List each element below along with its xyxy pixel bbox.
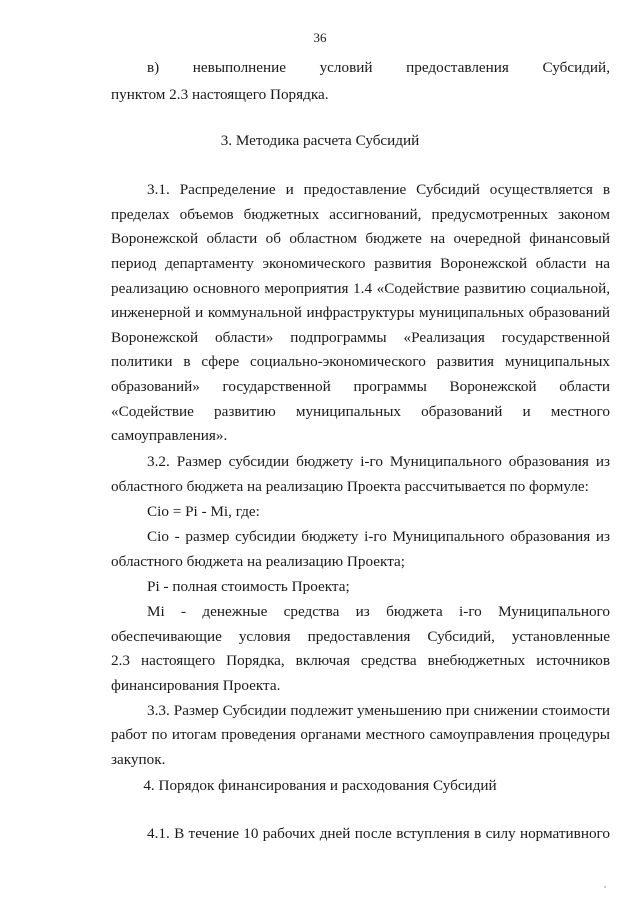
para-3-3-line-2: работ по итогам проведения органами местного самоуправления процедуры <box>111 726 610 743</box>
formula: Ciо = Pi - Mi, где: <box>147 503 260 520</box>
page-number: 36 <box>313 30 327 45</box>
para-4-1-line-1: 4.1. В течение 10 рабочих дней после вступления в силу нормативного <box>147 825 610 842</box>
para-3-1-line-10: «Содействие развитию муниципальных образований и местного <box>111 403 610 420</box>
section-4-heading: 4. Порядок финансирования и расходования Субсидий <box>143 777 497 794</box>
item-v-line-1: в) невыполнение условий предоставления Субсидий, <box>147 59 610 76</box>
para-3-1-line-5: реализацию основного мероприятия 1.4 «Содействие развитию социальной, <box>111 280 610 297</box>
para-3-3-line-3: закупок. <box>111 751 166 768</box>
def-mi-line-1: Mi - денежные средства из бюджета i-го Муниципального <box>147 603 610 620</box>
para-3-1-line-6: инженерной и коммунальной инфраструктуры муниципальных образований <box>111 304 610 321</box>
para-3-2-line-2: областного бюджета на реализацию Проекта рассчитывается по формуле: <box>111 478 589 495</box>
def-mi-line-4: финансирования Проекта. <box>111 677 281 694</box>
para-3-1-line-2: пределах объемов бюджетных ассигнований, предусмотренных законом <box>111 206 610 223</box>
item-v-line-2: пунктом 2.3 настоящего Порядка. <box>111 86 329 103</box>
para-3-1-line-3: Воронежской области об областном бюджете на очередной финансовый <box>111 230 610 247</box>
para-3-1-line-11: самоуправления». <box>111 427 228 444</box>
para-3-2-line-1: 3.2. Размер субсидии бюджету i-го Муниципального образования из <box>147 453 610 470</box>
para-3-1-line-4: период департаменту экономического развития Воронежской области на <box>111 255 610 272</box>
def-mi-line-3: 2.3 настоящего Порядка, включая средства внебюджетных источников <box>111 652 610 669</box>
section-3-heading: 3. Методика расчета Субсидий <box>220 132 420 149</box>
para-3-3-line-1: 3.3. Размер Субсидии подлежит уменьшению при снижении стоимости <box>147 702 610 719</box>
def-mi-line-2: обеспечивающие условия предоставления Субсидий, установленные <box>111 628 610 645</box>
para-3-1-line-1: 3.1. Распределение и предоставление Субсидий осуществляется в <box>147 181 610 198</box>
def-ci-line-1: Ciо - размер субсидии бюджету i-го Муниципального образования из <box>147 528 610 545</box>
def-ci-line-2: областного бюджета на реализацию Проекта; <box>111 553 405 570</box>
para-3-1-line-9: образований» государственной программы Воронежской области <box>111 378 610 395</box>
def-pi: Pi - полная стоимость Проекта; <box>147 578 350 595</box>
scan-speck <box>604 886 606 888</box>
para-3-1-line-7: Воронежской области» подпрограммы «Реализация государственной <box>111 329 610 346</box>
para-3-1-line-8: политики в сфере социально-экономического развития муниципальных <box>111 353 610 370</box>
